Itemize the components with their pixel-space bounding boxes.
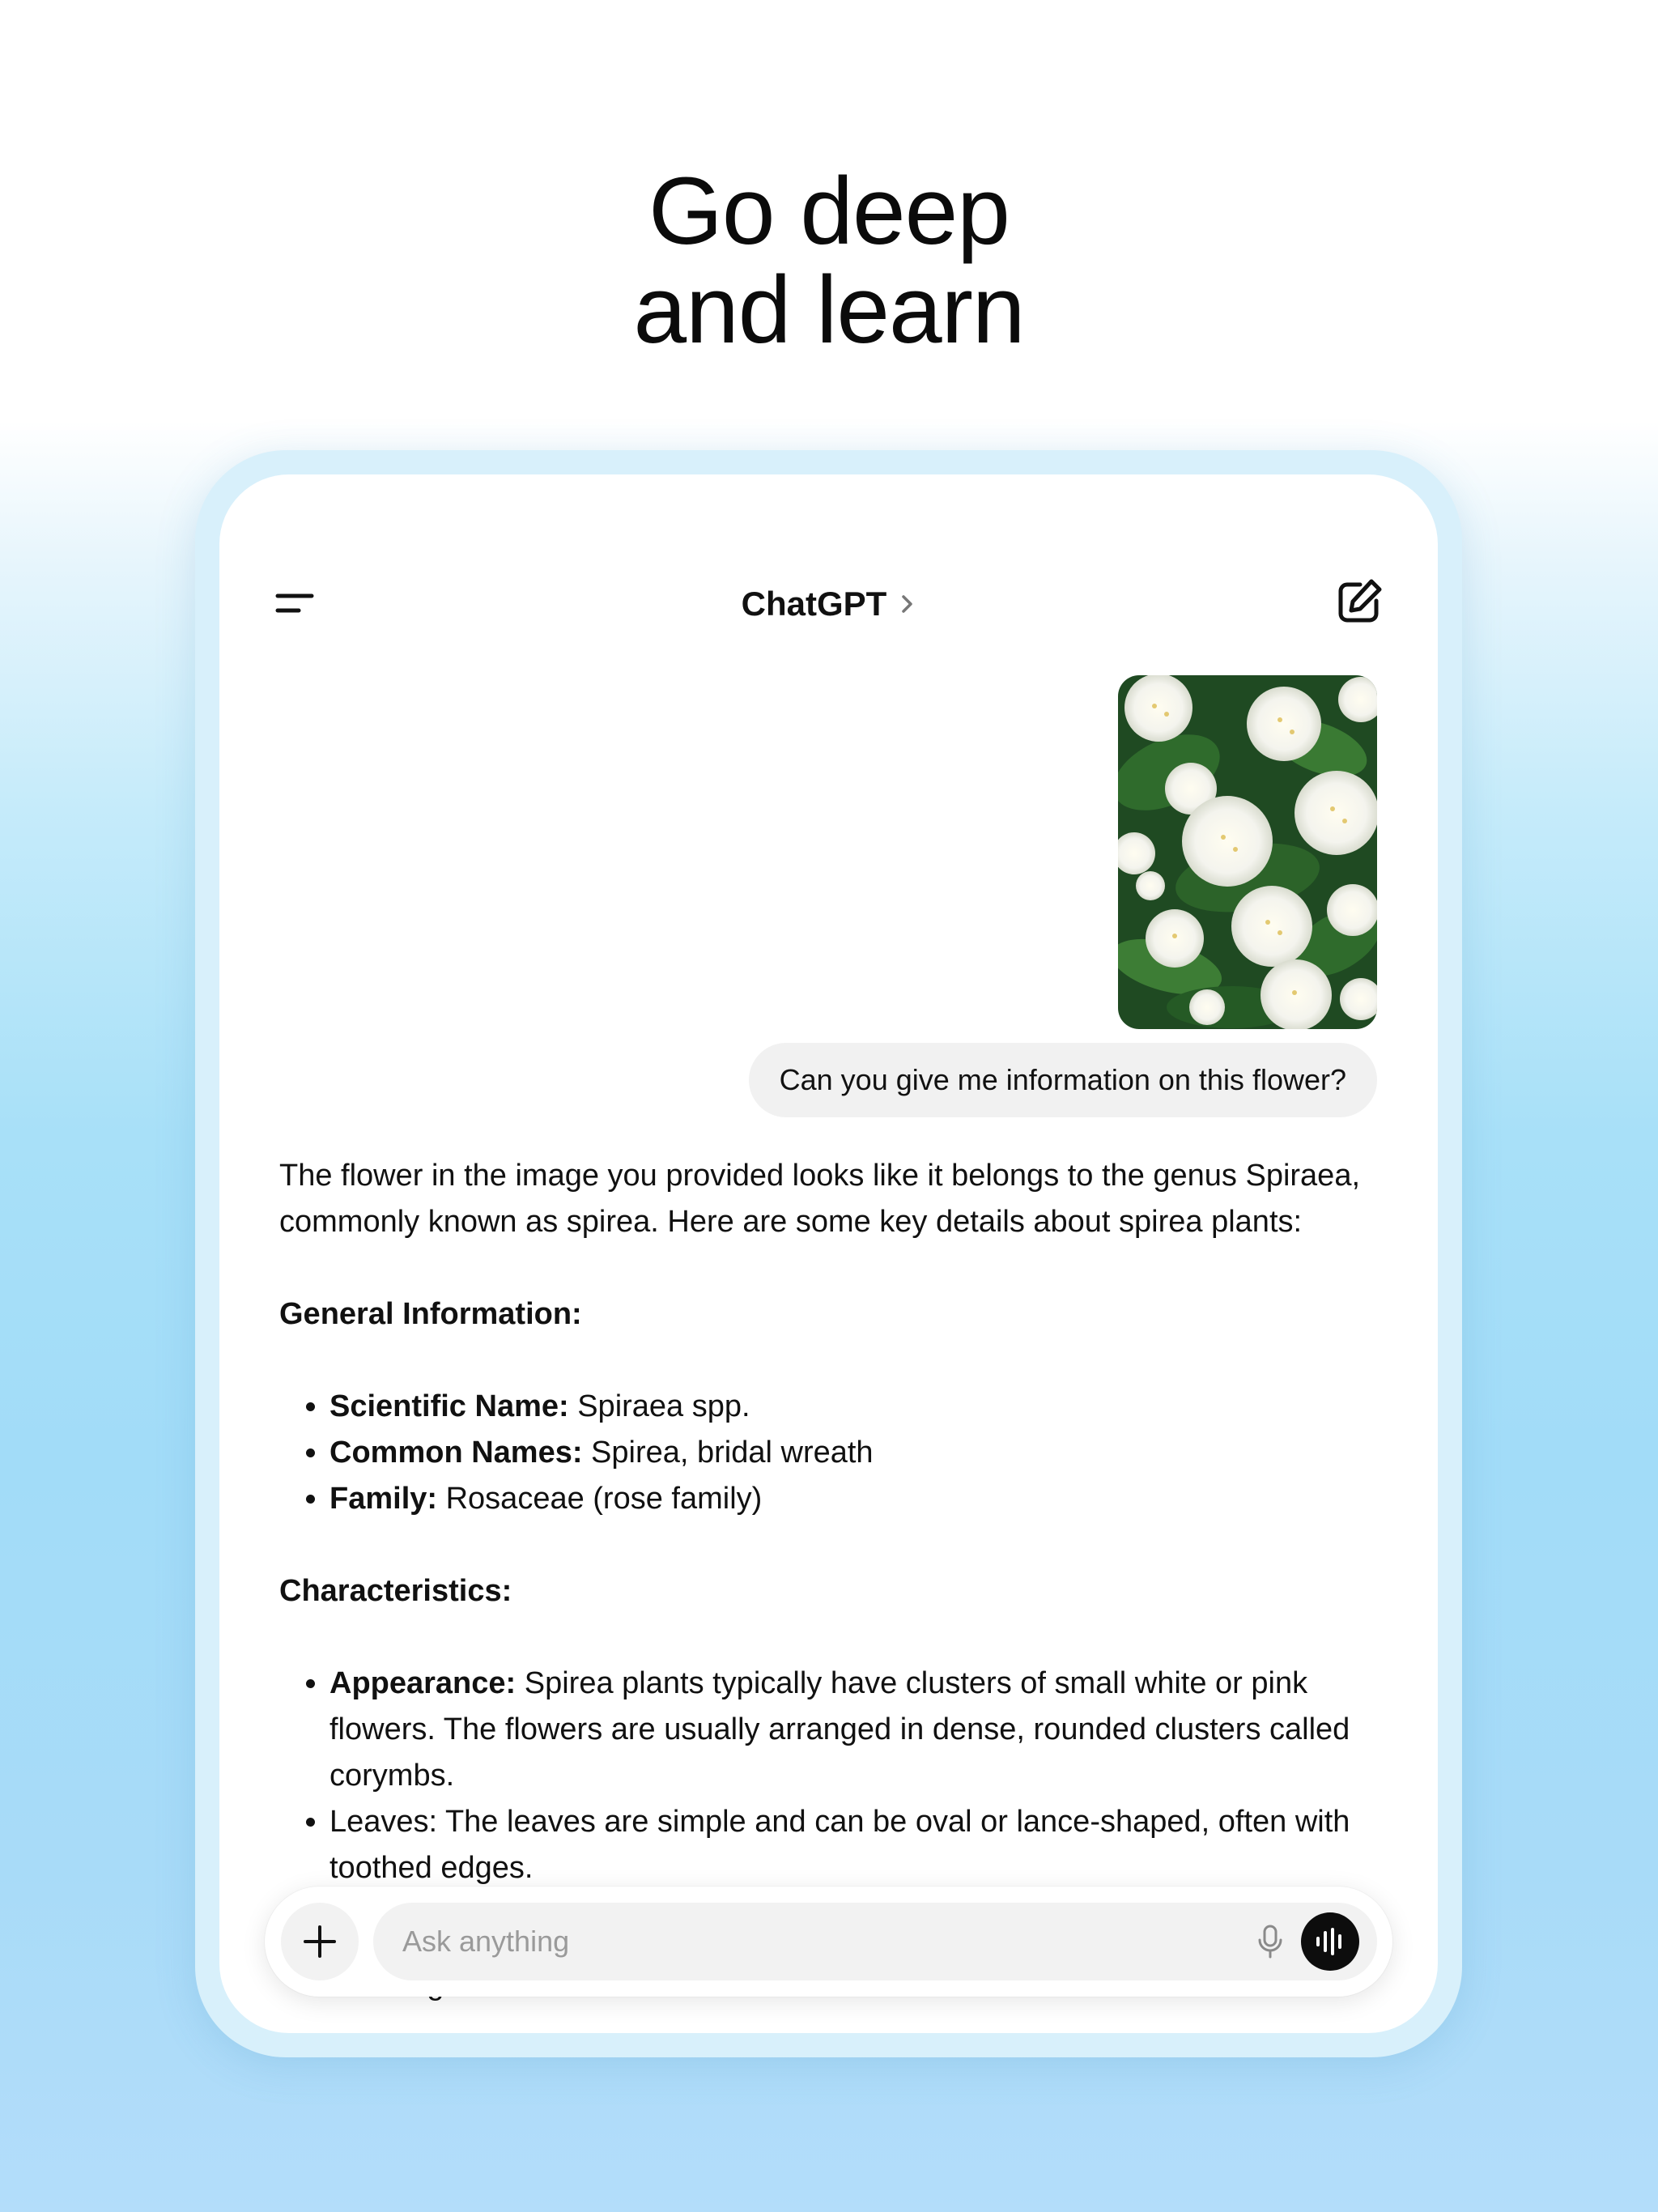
app-title: ChatGPT [741, 585, 887, 623]
dictation-button[interactable] [1251, 1922, 1290, 1961]
list-item: • Family: Rosaceae (rose family) [329, 1476, 1384, 1522]
general-info-list [279, 1384, 1384, 1522]
characteristics-heading: Characteristics: [279, 1574, 512, 1608]
voice-waveform-icon [1314, 1927, 1346, 1956]
user-message-bubble: Can you give me information on this flower? [749, 1043, 1377, 1117]
reply-intro: The flower in the image you provided looks like it belongs to the genus Spiraea, commonly known as spirea. Here are some key details about spirea plants: [279, 1159, 1361, 1239]
list-item: • Appearance: Spirea plants typically have clusters of small white or pink flowers. The flowers are usually arranged in dense, rounded clusters called corymbs. [329, 1661, 1384, 1799]
edit-icon [1329, 573, 1388, 632]
app-screen [219, 474, 1438, 2033]
list-item: • Scientific Name: Spiraea spp. [329, 1384, 1384, 1430]
attach-button[interactable] [281, 1903, 359, 1980]
list-item: • Leaves: The leaves are simple and can be oval or lance-shaped, often with toothed edges. [329, 1799, 1384, 1891]
model-selector-button[interactable] [742, 585, 916, 623]
tablet-frame [195, 450, 1462, 2057]
uploaded-flower-image[interactable] [1118, 675, 1377, 1029]
message-composer [265, 1887, 1392, 1997]
voice-mode-button[interactable] [1301, 1912, 1359, 1971]
top-bar [219, 555, 1438, 653]
general-info-heading: General Information: [279, 1297, 582, 1331]
menu-button[interactable] [270, 576, 323, 630]
new-chat-button[interactable] [1329, 573, 1388, 632]
microphone-icon [1256, 1924, 1284, 1959]
ask-input[interactable] [402, 1903, 1180, 1980]
plus-icon [302, 1924, 338, 1959]
assistant-reply [279, 1153, 1384, 1891]
hero-line-2: and learn [633, 257, 1025, 364]
hero-headline [0, 158, 1658, 364]
list-item: • Common Names: Spirea, bridal wreath [329, 1430, 1384, 1476]
input-container [373, 1903, 1377, 1980]
characteristics-list [279, 1661, 1384, 1891]
title-container [219, 555, 1438, 653]
chevron-right-icon [899, 592, 916, 616]
flower-photo-icon [1118, 675, 1377, 1029]
hero-line-1: Go deep [648, 158, 1010, 265]
menu-icon [270, 576, 323, 630]
